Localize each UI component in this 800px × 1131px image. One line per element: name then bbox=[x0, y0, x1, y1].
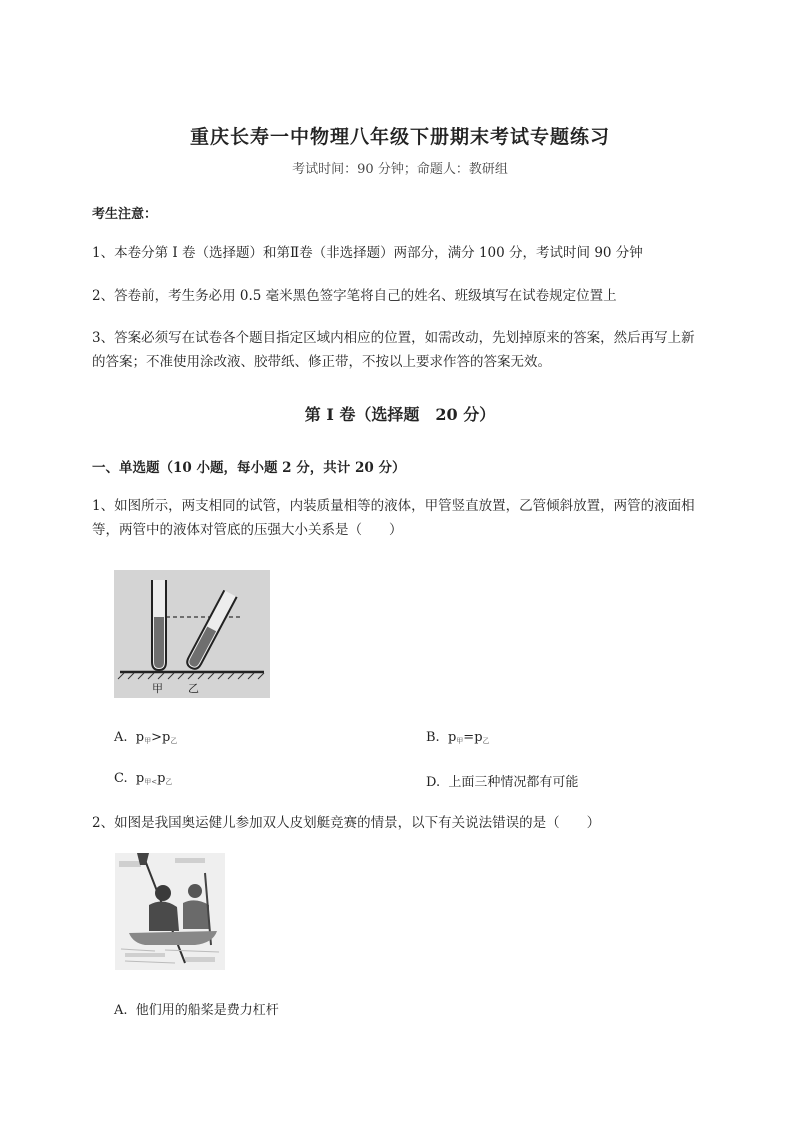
option-letter: C. bbox=[114, 771, 128, 786]
option-letter: D. bbox=[426, 775, 441, 790]
tube-label-yi: 乙 bbox=[188, 682, 199, 695]
kayak-illustration bbox=[115, 853, 225, 970]
kayak-photo bbox=[115, 853, 225, 970]
notice-item-3: 3、答案必须写在试卷各个题目指定区域内相应的位置，如需改动，先划掉原来的答案，然后再写上新的答案；不准使用涂改液、胶带纸、修正带，不按以上要求作答的答案无效。 bbox=[92, 330, 695, 370]
option-symbol: p bbox=[157, 771, 166, 786]
option-symbol: p bbox=[447, 730, 457, 745]
question-1-stem: 1、如图所示，两支相同的试管，内装质量相等的液体，甲管竖直放置，乙管倾斜放置，两管的液面相等，两管中的液体对管底的压强大小关系是（ ） bbox=[92, 498, 695, 538]
option-letter: A. bbox=[114, 1003, 128, 1018]
section-title: 第 I 卷（选择题 20 分） bbox=[304, 405, 496, 424]
page-title: 重庆长寿一中物理八年级下册期末考试专题练习 bbox=[189, 126, 610, 148]
option-relation: > bbox=[151, 730, 163, 745]
question-2-stem: 2、如图是我国奥运健儿参加双人皮划艇竞赛的情景，以下有关说法错误的是（ ） bbox=[92, 815, 601, 831]
tube-label-jia: 甲 bbox=[152, 682, 163, 695]
q1-option-d[interactable] bbox=[426, 771, 578, 790]
q2-option-a[interactable] bbox=[114, 999, 279, 1018]
notice-item-2: 2、答卷前，考生务必用 0.5 毫米黑色签字笔将自己的姓名、班级填写在试卷规定位置上 bbox=[92, 288, 617, 304]
option-relation: < bbox=[151, 778, 158, 786]
notice-heading: 考生注意： bbox=[92, 207, 158, 222]
option-subscript: 甲 bbox=[144, 737, 152, 745]
q1-option-c[interactable] bbox=[114, 771, 172, 787]
option-subscript: 乙 bbox=[482, 737, 490, 745]
option-subscript: 乙 bbox=[165, 778, 173, 786]
option-relation: = bbox=[463, 730, 475, 745]
notice-item-1: 1、本卷分第 I 卷（选择题）和第Ⅱ卷（非选择题）两部分，满分 100 分，考试时间 90 分钟 bbox=[92, 245, 643, 261]
option-subscript: 甲 bbox=[144, 778, 152, 786]
option-text: 他们用的船桨是费力杠杆 bbox=[135, 1003, 279, 1018]
option-letter: B. bbox=[426, 730, 440, 745]
exam-info: 考试时间：90 分钟；命题人：教研组 bbox=[292, 162, 508, 177]
q1-option-a[interactable] bbox=[114, 730, 177, 746]
test-tube-figure bbox=[114, 570, 270, 698]
option-symbol: p bbox=[135, 730, 145, 745]
q1-option-b[interactable] bbox=[426, 730, 490, 746]
option-subscript: 甲 bbox=[456, 737, 464, 745]
option-letter: A. bbox=[114, 730, 128, 745]
option-subscript: 乙 bbox=[170, 737, 178, 745]
question-group-heading: 一、单选题（10 小题，每小题 2 分，共计 20 分） bbox=[92, 460, 406, 476]
option-symbol: p bbox=[162, 730, 171, 745]
option-text: 上面三种情况都有可能 bbox=[448, 775, 579, 790]
option-symbol: p bbox=[474, 730, 483, 745]
test-tube-illustration bbox=[114, 570, 270, 698]
option-symbol: p bbox=[135, 771, 145, 786]
